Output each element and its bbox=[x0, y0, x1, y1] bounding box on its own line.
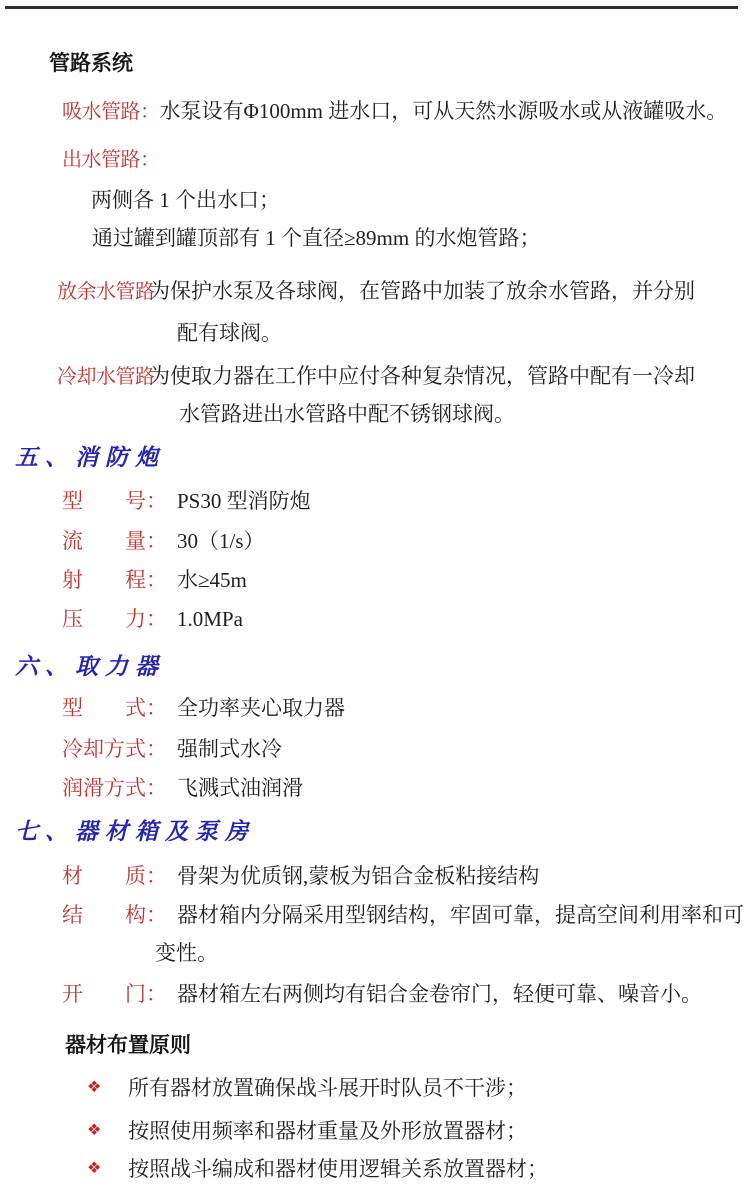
section-fire-monitor-number: 五、 bbox=[15, 445, 75, 470]
outlet-item-1: 两侧各 1 个出水口； bbox=[91, 188, 280, 212]
spec-value: 水≥45m bbox=[177, 568, 247, 592]
spec-colon: ： bbox=[146, 982, 167, 1006]
section-fire-monitor-title: 消防炮 bbox=[75, 445, 165, 470]
suction-pipeline-label: 吸水管路： bbox=[62, 101, 160, 123]
spec-label: 冷却方式 bbox=[62, 737, 146, 761]
spec-colon: ： bbox=[146, 489, 167, 513]
spec-colon: ： bbox=[146, 568, 167, 592]
spec-colon: ： bbox=[146, 864, 167, 888]
drain-pipeline-label: 放余水管路 bbox=[57, 281, 155, 303]
pipeline-system-heading: 管路系统 bbox=[49, 52, 133, 75]
spec-value: 强制式水冷 bbox=[177, 737, 282, 761]
spec-label: 型式 bbox=[62, 696, 146, 720]
diamond-bullet-icon: ❖ bbox=[87, 1160, 102, 1177]
suction-pipeline-line bbox=[62, 99, 727, 124]
spec-colon: ： bbox=[146, 607, 167, 631]
spec-value: 骨架为优质钢,蒙板为铝合金板粘接结构 bbox=[177, 864, 540, 888]
spec-label: 压力 bbox=[62, 607, 146, 631]
spec-value: 器材箱左右两侧均有铝合金卷帘门，轻便可靠、噪音小。 bbox=[177, 982, 702, 1006]
spec-value: 飞溅式油润滑 bbox=[177, 776, 303, 800]
cooling-pipeline-line1 bbox=[57, 364, 695, 389]
spec-colon: ： bbox=[146, 529, 167, 553]
cooling-pipeline-text2: 水管路进出水管路中配不锈钢球阀。 bbox=[179, 402, 515, 426]
spec-label: 润滑方式 bbox=[62, 776, 146, 800]
page-top-rule bbox=[5, 6, 738, 9]
spec-label: 材质 bbox=[62, 864, 146, 888]
spec-value: 30（1/s） bbox=[177, 529, 265, 553]
section-pto-title: 取力器 bbox=[75, 654, 165, 679]
outlet-item-2: 通过罐到罐顶部有 1 个直径≥89mm 的水炮管路； bbox=[92, 226, 541, 250]
spec-value: PS30 型消防炮 bbox=[177, 489, 311, 513]
spec-structure-wrap-line: 变性。 bbox=[155, 941, 218, 965]
spec-value: 全功率夹心取力器 bbox=[177, 696, 345, 720]
spec-row-material bbox=[62, 864, 539, 888]
spec-colon: ： bbox=[146, 776, 167, 800]
spec-value: 器材箱内分隔采用型钢结构，牢固可靠，提高空间利用率和可 bbox=[177, 903, 744, 927]
spec-row-cooling-method bbox=[62, 737, 282, 761]
spec-label: 流量 bbox=[62, 529, 146, 553]
principle-text: 按照使用频率和器材重量及外形放置器材； bbox=[128, 1119, 527, 1143]
spec-label: 射程 bbox=[62, 568, 146, 592]
spec-row-flow bbox=[62, 529, 265, 553]
drain-pipeline-text2: 配有球阀。 bbox=[177, 321, 282, 345]
principle-item-1 bbox=[87, 1076, 527, 1100]
principle-text: 按照战斗编成和器材使用逻辑关系放置器材； bbox=[128, 1157, 548, 1181]
outlet-pipeline-line bbox=[62, 147, 160, 172]
spec-row-lubrication bbox=[62, 776, 303, 800]
layout-principles-heading: 器材布置原则 bbox=[65, 1034, 191, 1057]
section-fire-monitor-heading bbox=[15, 446, 165, 470]
drain-pipeline-line1 bbox=[57, 279, 695, 304]
diamond-bullet-icon: ❖ bbox=[87, 1122, 102, 1139]
spec-colon: ： bbox=[146, 903, 167, 927]
diamond-bullet-icon: ❖ bbox=[87, 1079, 102, 1096]
cooling-pipeline-text1: 为使取力器在工作中应付各种复杂情况，管路中配有一冷却 bbox=[149, 364, 695, 388]
spec-row-door bbox=[62, 982, 702, 1006]
drain-pipeline-text1: 为保护水泵及各球阀，在管路中加装了放余水管路，并分别 bbox=[149, 279, 695, 303]
spec-row-pressure bbox=[62, 607, 243, 631]
spec-row-structure bbox=[62, 903, 744, 927]
suction-pipeline-text: 水泵设有Φ100mm 进水口，可从天然水源吸水或从液罐吸水。 bbox=[159, 99, 728, 123]
section-equipment-box-number: 七、 bbox=[15, 819, 75, 844]
principle-item-3 bbox=[87, 1157, 548, 1181]
spec-label: 结构 bbox=[62, 903, 146, 927]
spec-colon: ： bbox=[146, 696, 167, 720]
spec-colon: ： bbox=[146, 737, 167, 761]
section-pto-heading bbox=[15, 655, 165, 679]
section-pto-number: 六、 bbox=[15, 654, 75, 679]
spec-value: 1.0MPa bbox=[177, 607, 243, 631]
section-equipment-box-title: 器材箱及泵房 bbox=[75, 819, 255, 844]
spec-row-type bbox=[62, 696, 345, 720]
spec-row-range bbox=[62, 568, 247, 592]
principle-item-2 bbox=[87, 1119, 527, 1143]
spec-label: 开门 bbox=[62, 982, 146, 1006]
section-equipment-box-heading bbox=[15, 820, 255, 844]
spec-label: 型号 bbox=[62, 489, 146, 513]
cooling-pipeline-label: 冷却水管路 bbox=[57, 366, 155, 388]
principle-text: 所有器材放置确保战斗展开时队员不干涉； bbox=[128, 1076, 527, 1100]
spec-row-model bbox=[62, 489, 311, 513]
outlet-pipeline-label: 出水管路： bbox=[62, 149, 160, 171]
